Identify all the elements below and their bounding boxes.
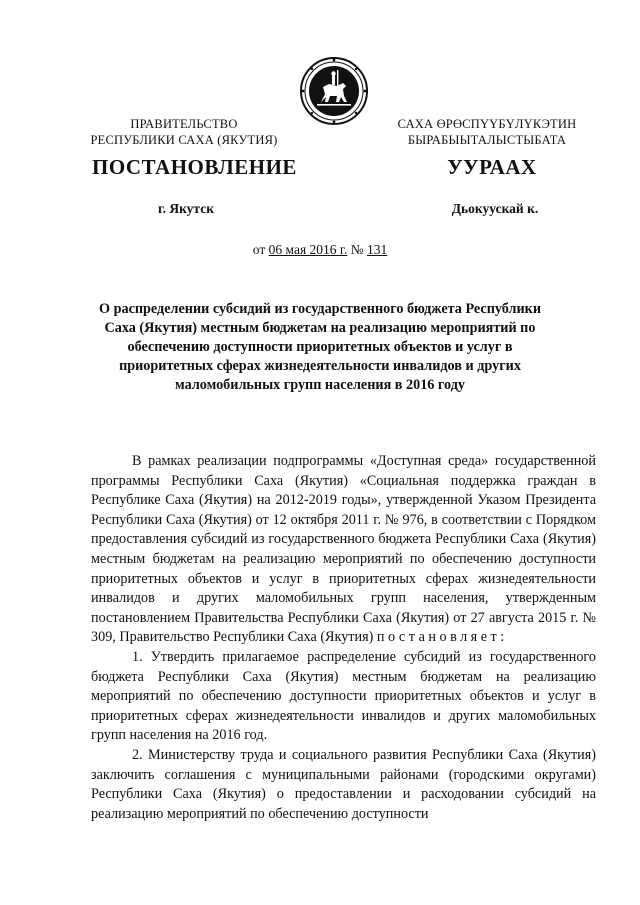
resolve-word: постановляет: xyxy=(376,629,508,646)
government-name-line2: РЕСПУБЛИКИ САХА (ЯКУТИЯ) xyxy=(90,133,278,147)
document-type-title-yakut: УУРААХ xyxy=(447,155,537,179)
intro-text: В рамках реализации подпрограммы «Доступная среда» государственной программы Республики Саха (Якутия) «Социальная поддержка граждан в Республике Саха (Якутия) на 2012-2019 годы», утвержденной Указом Президента Республики Саха (Якутия) от 12 октября 2011 г. № 976, в соответствии с Порядком предоставления субсидий из государственного бюджета Республики Саха (Якутия) местным бюджетам на реализацию мероприятий по обеспечению доступности приоритетных объектов и услуг в приоритетных сферах жизнедеятельности инвалидов и других маломобильных групп населения, утвержденным постановлением Правительства Республики Саха (Якутия) от 27 августа 2015 г. № 309, Правительство Республики Саха (Якутия) xyxy=(91,453,596,646)
city-name-yakut: Дьокуускай к. xyxy=(451,201,539,216)
date-line xyxy=(180,242,460,258)
header-left xyxy=(84,116,284,148)
document-body xyxy=(91,452,596,824)
city-name: г. Якутск xyxy=(157,201,214,216)
government-name-line1: ПРАВИТЕЛЬСТВО xyxy=(130,117,238,131)
document-type-title: ПОСТАНОВЛЕНИЕ xyxy=(92,155,297,179)
date-prefix: от xyxy=(252,242,269,257)
header-right xyxy=(382,116,592,148)
government-name-yakut-line2: БЫРАБЫЫТАЛЫСТЫБАТА xyxy=(407,133,567,147)
item-1-paragraph: 1. Утвердить прилагаемое распределение субсидий из государственного бюджета Республики Саха (Якутия) местным бюджетам на реализацию мероприятий по обеспечению доступности приоритетных объектов и услуг в приоритетных сферах жизнедеятельности инвалидов и других маломобильных групп населения на 2016 год. xyxy=(91,648,596,744)
document-number: 131 xyxy=(366,242,388,257)
government-name-yakut-line1: САХА ӨРӨСПҮҮБҮЛҮКЭТИН xyxy=(397,117,577,131)
document-title: О распределении субсидий из государственного бюджета Республики Саха (Якутия) местным бюджетам на реализацию мероприятий по обеспечению доступности приоритетных объектов и услуг в приоритетных сферах жизнедеятельности инвалидов и других маломобильных групп населения в 2016 году xyxy=(99,301,541,393)
coat-of-arms-icon xyxy=(299,56,369,126)
number-sign: № xyxy=(347,242,367,257)
document-date: 06 мая 2016 г. xyxy=(268,242,348,257)
coat-of-arms-emblem xyxy=(299,56,369,126)
item-2-paragraph: 2. Министерству труда и социального развития Республики Саха (Якутия) заключить соглашения с муниципальными районами (городскими округами) Республики Саха (Якутия) о предоставлении и расходовании субсидий на реализацию мероприятий по обеспечению доступности xyxy=(91,746,596,822)
intro-paragraph xyxy=(91,452,596,648)
